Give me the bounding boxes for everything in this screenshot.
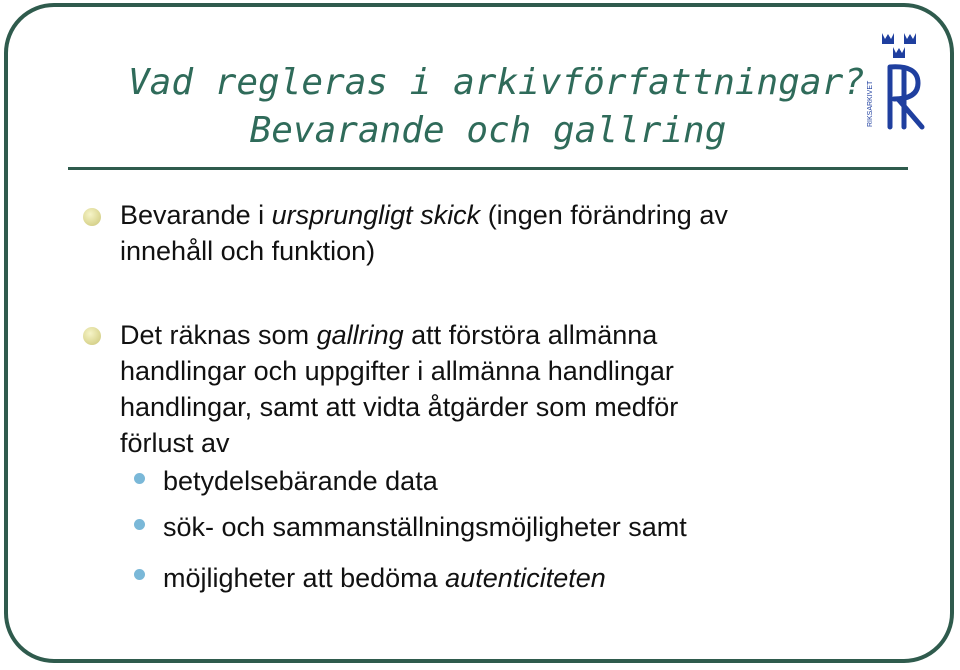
bullet-2-line-2: handlingar och uppgifter i allmänna handlingar (120, 356, 674, 386)
bullet-1-line-1-b: (ingen förändring av (480, 200, 728, 230)
slide (4, 3, 954, 663)
bullet-2-emphasis: gallring (316, 320, 404, 350)
bullet-1-line-1 (120, 197, 880, 233)
title-line-1: Vad regleras i arkivförfattningar? (128, 62, 865, 103)
bullet-2-text (120, 317, 880, 461)
bullet-2-line-4: förlust av (120, 428, 230, 458)
bullet-1-line-1-a: Bevarande i (120, 200, 272, 230)
bullet-2-line-1 (120, 317, 880, 353)
bullet-icon (83, 208, 101, 226)
sub-bullet-icon (134, 473, 145, 484)
title-line-2: Bevarande och gallring (249, 110, 727, 151)
bullet-1-line-2: innehåll och funktion) (120, 236, 376, 266)
bullet-icon (83, 327, 101, 345)
sub-item-2: sök- och sammanställningsmöjligheter samt (163, 512, 687, 542)
bullet-2-line-1-b: att förstöra allmänna (403, 320, 658, 350)
bullet-1-text (120, 197, 880, 269)
sub-item-3-a: möjligheter att bedöma (163, 563, 446, 593)
bullet-2-line-3: handlingar, samt att vidta åtgärder som medför (120, 392, 679, 422)
sub-item-1: betydelsebärande data (163, 466, 438, 496)
bullet-2-line-1-a: Det räknas som (120, 320, 317, 350)
sub-bullet-icon (134, 569, 145, 580)
slide-body (8, 7, 954, 663)
sub-bullet-icon (134, 519, 145, 530)
sub-item-3-emphasis: autenticiteten (445, 563, 606, 593)
logo-text: RIKSARKIVET (867, 80, 874, 127)
sub-item-3 (163, 560, 923, 596)
bullet-1-emphasis: ursprungligt skick (271, 200, 481, 230)
